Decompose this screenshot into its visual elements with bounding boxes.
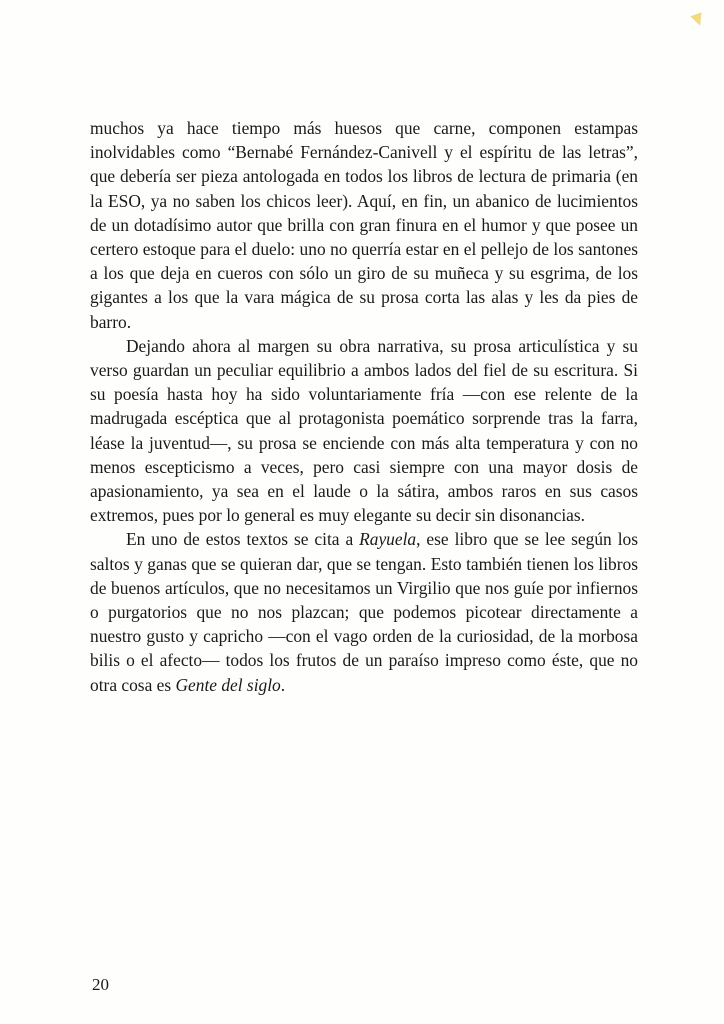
paragraph-2: [90, 334, 638, 528]
book-title-rayuela: Rayuela: [359, 529, 417, 550]
paragraph-3-text-b: , ese libro que se lee según los saltos y ganas que se quieran dar, que se tengan. Esto también tienen los libros de buenos artículos, que no necesitamos un Virgilio que nos guíe por infiernos o purgatorios que no nos plazcan; que podemos picotear directamente a nuestro gusto y capricho —con el vago orden de la curiosidad, de la morbosa bilis o el afecto— todos los frutos de un paraíso impreso como éste, que no otra cosa es: [90, 529, 638, 695]
paragraph-3: [90, 527, 638, 696]
paragraph-2-text: Dejando ahora al margen su obra narrativa, su prosa articulística y su verso guardan un peculiar equilibrio a ambos lados del fiel de su escritura. Si su poesía hasta hoy ha sido voluntariamente fría —con ese relente de la madrugada escéptica que al protagonista poemático sorprende tras la farra, léase la juventud—, su prosa se enciende con más alta temperatura y con no menos escepticismo a veces, pero casi siempre con una mayor dosis de apasionamiento, ya sea en el laude o la sátira, ambos raros en sus casos extremos, pues por lo general es muy elegante su decir sin disonancias.: [90, 335, 638, 526]
body-text: [90, 116, 638, 697]
paragraph-1-text: muchos ya hace tiempo más huesos que carne, componen estampas inolvidables como “Bernabé Fernández-Canivell y el espíritu de las letras”, que debería ser pieza antologada en todos los libros de lectura de primaria (en la ESO, ya no saben los chicos leer). Aquí, en fin, un abanico de lucimientos de un dotadísimo autor que brilla con gran finura en el humor y que posee un certero estoque para el duelo: uno no querría estar en el pellejo de los santones a los que deja en cueros con sólo un giro de su muñeca y su esgrima, de los gigantes a los que la vara mágica de su prosa corta las alas y les da pies de barro.: [90, 118, 638, 332]
page-number: 20: [92, 975, 109, 994]
book-title-gente-del-siglo: Gente del siglo: [175, 674, 281, 695]
paragraph-3-text-a: En uno de estos textos se cita a: [126, 529, 360, 550]
paragraph-3-text-c: .: [280, 674, 286, 695]
paragraph-1: [90, 116, 638, 334]
corner-mark-icon: [690, 12, 705, 27]
